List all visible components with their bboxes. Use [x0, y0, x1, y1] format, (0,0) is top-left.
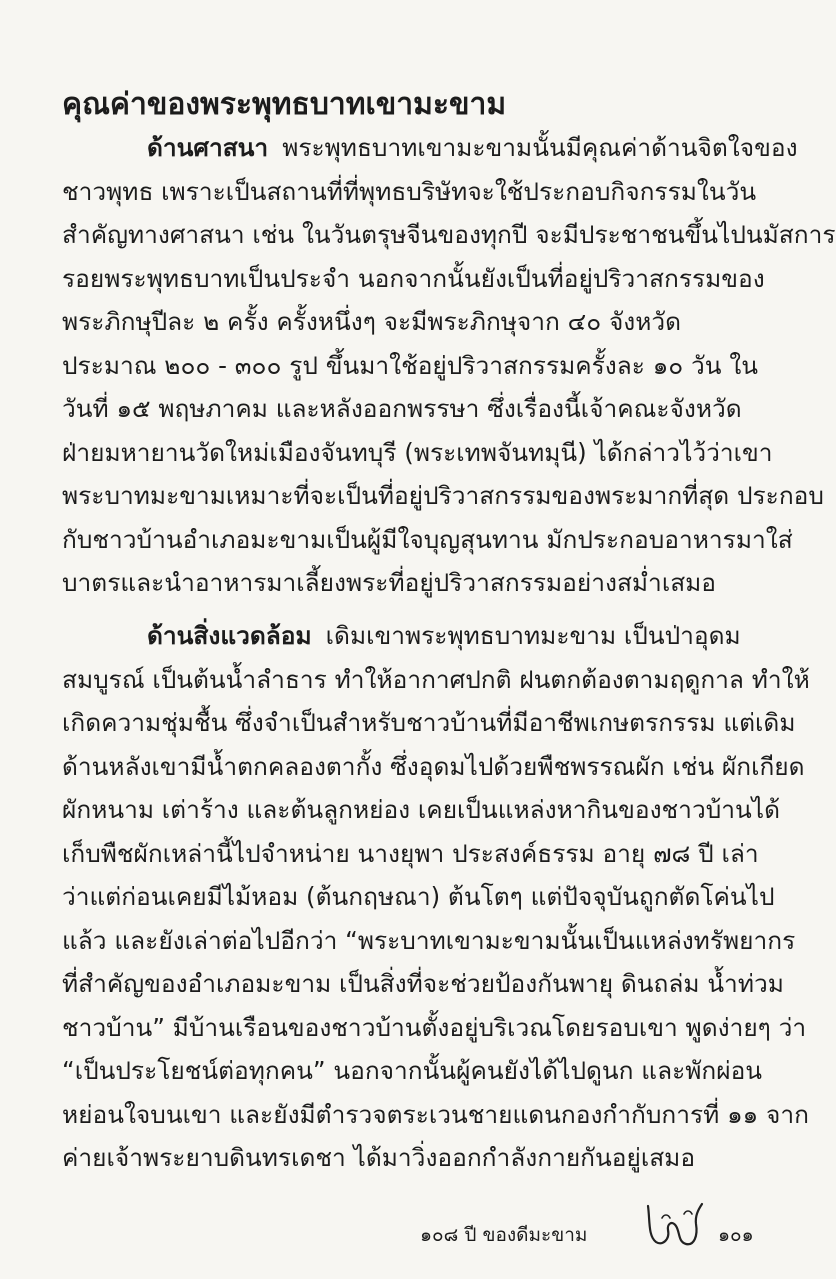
- paragraph-line: ที่สำคัญของอำเภอมะขาม เป็นสิ่งที่จะช่วยป้องกันพายุ ดินถล่ม น้ำท่วม: [62, 969, 784, 998]
- paragraph-line: ด้านศาสนา พระพุทธบาทเขามะขามนั้นมีคุณค่าด้านจิตใจของ: [147, 133, 798, 162]
- section-environment: [62, 614, 810, 1180]
- paragraph-line: กับชาวบ้านอำเภอมะขามเป็นผู้มีใจบุญสุนทาน มักประกอบอาหารมาใส่: [62, 524, 793, 554]
- section-lead: ด้านสิ่งแวดล้อม: [147, 621, 312, 650]
- paragraph-line: เกิดความชุ่มชื้น ซึ่งจำเป็นสำหรับชาวบ้านที่มีอาชีพเกษตรกรรม แต่เดิม: [62, 708, 796, 737]
- paragraph-line: หย่อนใจบนเขา และยังมีตำรวจตระเวนชายแดนกองกำกับการที่ ๑๑ จาก: [62, 1099, 809, 1129]
- paragraph-line: ค่ายเจ้าพระยาบดินทรเดชา ได้มาวิ่งออกกำลังกายกันอยู่เสมอ: [62, 1143, 696, 1172]
- paragraph-line: “เป็นประโยชน์ต่อทุกคน” นอกจากนั้นผู้คนยังได้ไปดูนก และพักผ่อน: [62, 1056, 763, 1085]
- section-lead: ด้านศาสนา: [147, 133, 269, 162]
- paragraph-line: แล้ว และยังเล่าต่อไปอีกว่า “พระบาทเขามะขามนั้นเป็นแหล่งทรัพยากร: [62, 925, 796, 955]
- paragraph-line: ด้านหลังเขามีน้ำตกคลองตากั้ง ซึ่งอุดมไปด้วยพืชพรรณผัก เช่น ผักเกียด: [62, 751, 805, 781]
- paragraph-line: ผักหนาม เต่าร้าง และต้นลูกหย่อง เคยเป็นแหล่งหากินของชาวบ้านได้: [62, 795, 780, 824]
- paragraph-line: สำคัญทางศาสนา เช่น ในวันตรุษจีนของทุกปี จะมีประชาชนขึ้นไปนมัสการ: [62, 220, 836, 249]
- paragraph-line: สมบูรณ์ เป็นต้นน้ำลำธาร ทำให้อากาศปกติ ฝนตกต้องตามฤดูกาล ทำให้: [62, 664, 810, 694]
- paragraph-line: ด้านสิ่งแวดล้อม เดิมเขาพระพุทธบาทมะขาม เป็นป่าอุดม: [147, 621, 741, 650]
- section-religion: [62, 126, 836, 605]
- page-heading: คุณค่าของพระพุทธบาทเขามะขาม: [62, 87, 507, 122]
- paragraph-line: รอยพระพุทธบาทเป็นประจำ นอกจากนั้นยังเป็นที่อยู่ปริวาสกรรมของ: [62, 263, 765, 293]
- page-number: ๑๐๑: [718, 1224, 754, 1246]
- paragraph-line: ฝ่ายมหายานวัดใหม่เมืองจันทบุรี (พระเทพจันทมุนี) ได้กล่าวไว้ว่าเขา: [62, 437, 773, 467]
- paragraph-line: วันที่ ๑๕ พฤษภาคม และหลังออกพรรษา ซึ่งเรื่องนี้เจ้าคณะจังหวัด: [62, 394, 742, 423]
- paragraph-line: ชาวพุทธ เพราะเป็นสถานที่ที่พุทธบริษัทจะใช้ประกอบกิจกรรมในวัน: [62, 176, 757, 206]
- paragraph-line: พระบาทมะขามเหมาะที่จะเป็นที่อยู่ปริวาสกรรมของพระมากที่สุด ประกอบ: [62, 481, 824, 510]
- footer-book-title: ๑๐๘ ปี ของดีมะขาม: [420, 1224, 588, 1246]
- paragraph-line: พระภิกษุปีละ ๒ ครั้ง ครั้งหนึ่งๆ จะมีพระภิกษุจาก ๔๐ จังหวัด: [62, 307, 682, 336]
- paragraph-line: บาตรและนำอาหารมาเลี้ยงพระที่อยู่ปริวาสกรรมอย่างสม่ำเสมอ: [62, 568, 717, 597]
- paragraph-line: ประมาณ ๒๐๐ - ๓๐๐ รูป ขึ้นมาใช้อยู่ปริวาสกรรมครั้งละ ๑๐ วัน ใน: [62, 350, 759, 380]
- paragraph-line: เก็บพืชผักเหล่านี้ไปจำหน่าย นางยุพา ประสงค์ธรรม อายุ ๗๘ ปี เล่า: [62, 838, 759, 868]
- paragraph-line: ว่าแต่ก่อนเคยมีไม้หอม (ต้นกฤษณา) ต้นโตๆ แต่ปัจจุบันถูกตัดโค่นไป: [62, 882, 775, 911]
- district-logo-icon: [640, 1200, 710, 1250]
- paragraph-line: ชาวบ้าน” มีบ้านเรือนของชาวบ้านตั้งอยู่บริเวณโดยรอบเขา พูดง่ายๆ ว่า: [62, 1012, 807, 1042]
